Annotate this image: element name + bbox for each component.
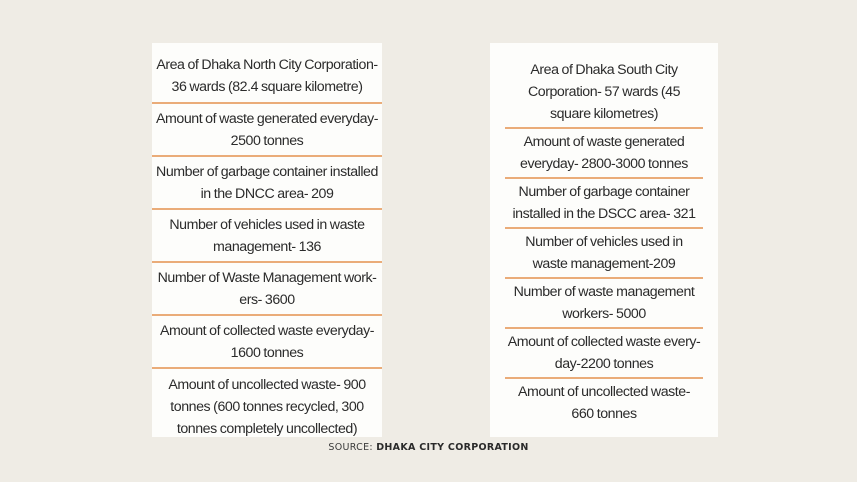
- divider: [152, 102, 382, 104]
- divider: [152, 367, 382, 369]
- dscc-collected-waste-fact: Amount of collected waste every-day-2200 tonnes: [507, 334, 701, 372]
- divider: [152, 261, 382, 263]
- source-label: SOURCE:: [328, 442, 373, 453]
- dncc-uncollected-waste-fact: Amount of uncollected waste- 900 tonnes (600 tonnes recycled, 300 tonnes completely uncollected): [168, 377, 366, 437]
- divider: [152, 155, 382, 157]
- divider: [152, 208, 382, 210]
- dscc-uncollected-waste-fact: Amount of uncollected waste- 660 tonnes: [517, 384, 690, 422]
- dscc-facts-panel: [490, 43, 718, 437]
- dncc-area-fact: Area of Dhaka North City Corporation- 36 wards (82.4 square kilometre): [156, 57, 378, 95]
- divider: [505, 327, 703, 329]
- dscc-vehicles-fact: Number of vehicles used in waste management-209: [525, 234, 683, 272]
- dncc-waste-generated-fact: Amount of waste generated everyday- 2500 tonnes: [156, 110, 378, 149]
- source-organization: DHAKA CITY CORPORATION: [376, 442, 529, 453]
- dncc-vehicles-fact: Number of vehicles used in waste management- 136: [169, 216, 365, 255]
- dscc-area-fact: Area of Dhaka South City Corporation- 57 wards (45 square kilometres): [527, 62, 681, 122]
- dscc-waste-generated-fact: Amount of waste generated everyday- 2800-3000 tonnes: [520, 134, 688, 172]
- dscc-containers-fact: Number of garbage container installed in the DSCC area- 321: [512, 184, 696, 222]
- dncc-workers-fact: Number of Waste Management work-ers- 3600: [157, 269, 377, 308]
- divider: [505, 277, 703, 279]
- dncc-containers-fact: Number of garbage container installed in the DNCC area- 209: [156, 163, 378, 202]
- source-credit: [0, 442, 857, 453]
- divider: [152, 314, 382, 316]
- divider: [505, 177, 703, 179]
- dncc-collected-waste-fact: Amount of collected waste everyday- 1600 tonnes: [159, 322, 375, 361]
- divider: [505, 127, 703, 129]
- dscc-workers-fact: Number of waste management workers- 5000: [513, 284, 695, 322]
- dncc-facts-panel: [152, 43, 382, 437]
- divider: [505, 227, 703, 229]
- divider: [505, 377, 703, 379]
